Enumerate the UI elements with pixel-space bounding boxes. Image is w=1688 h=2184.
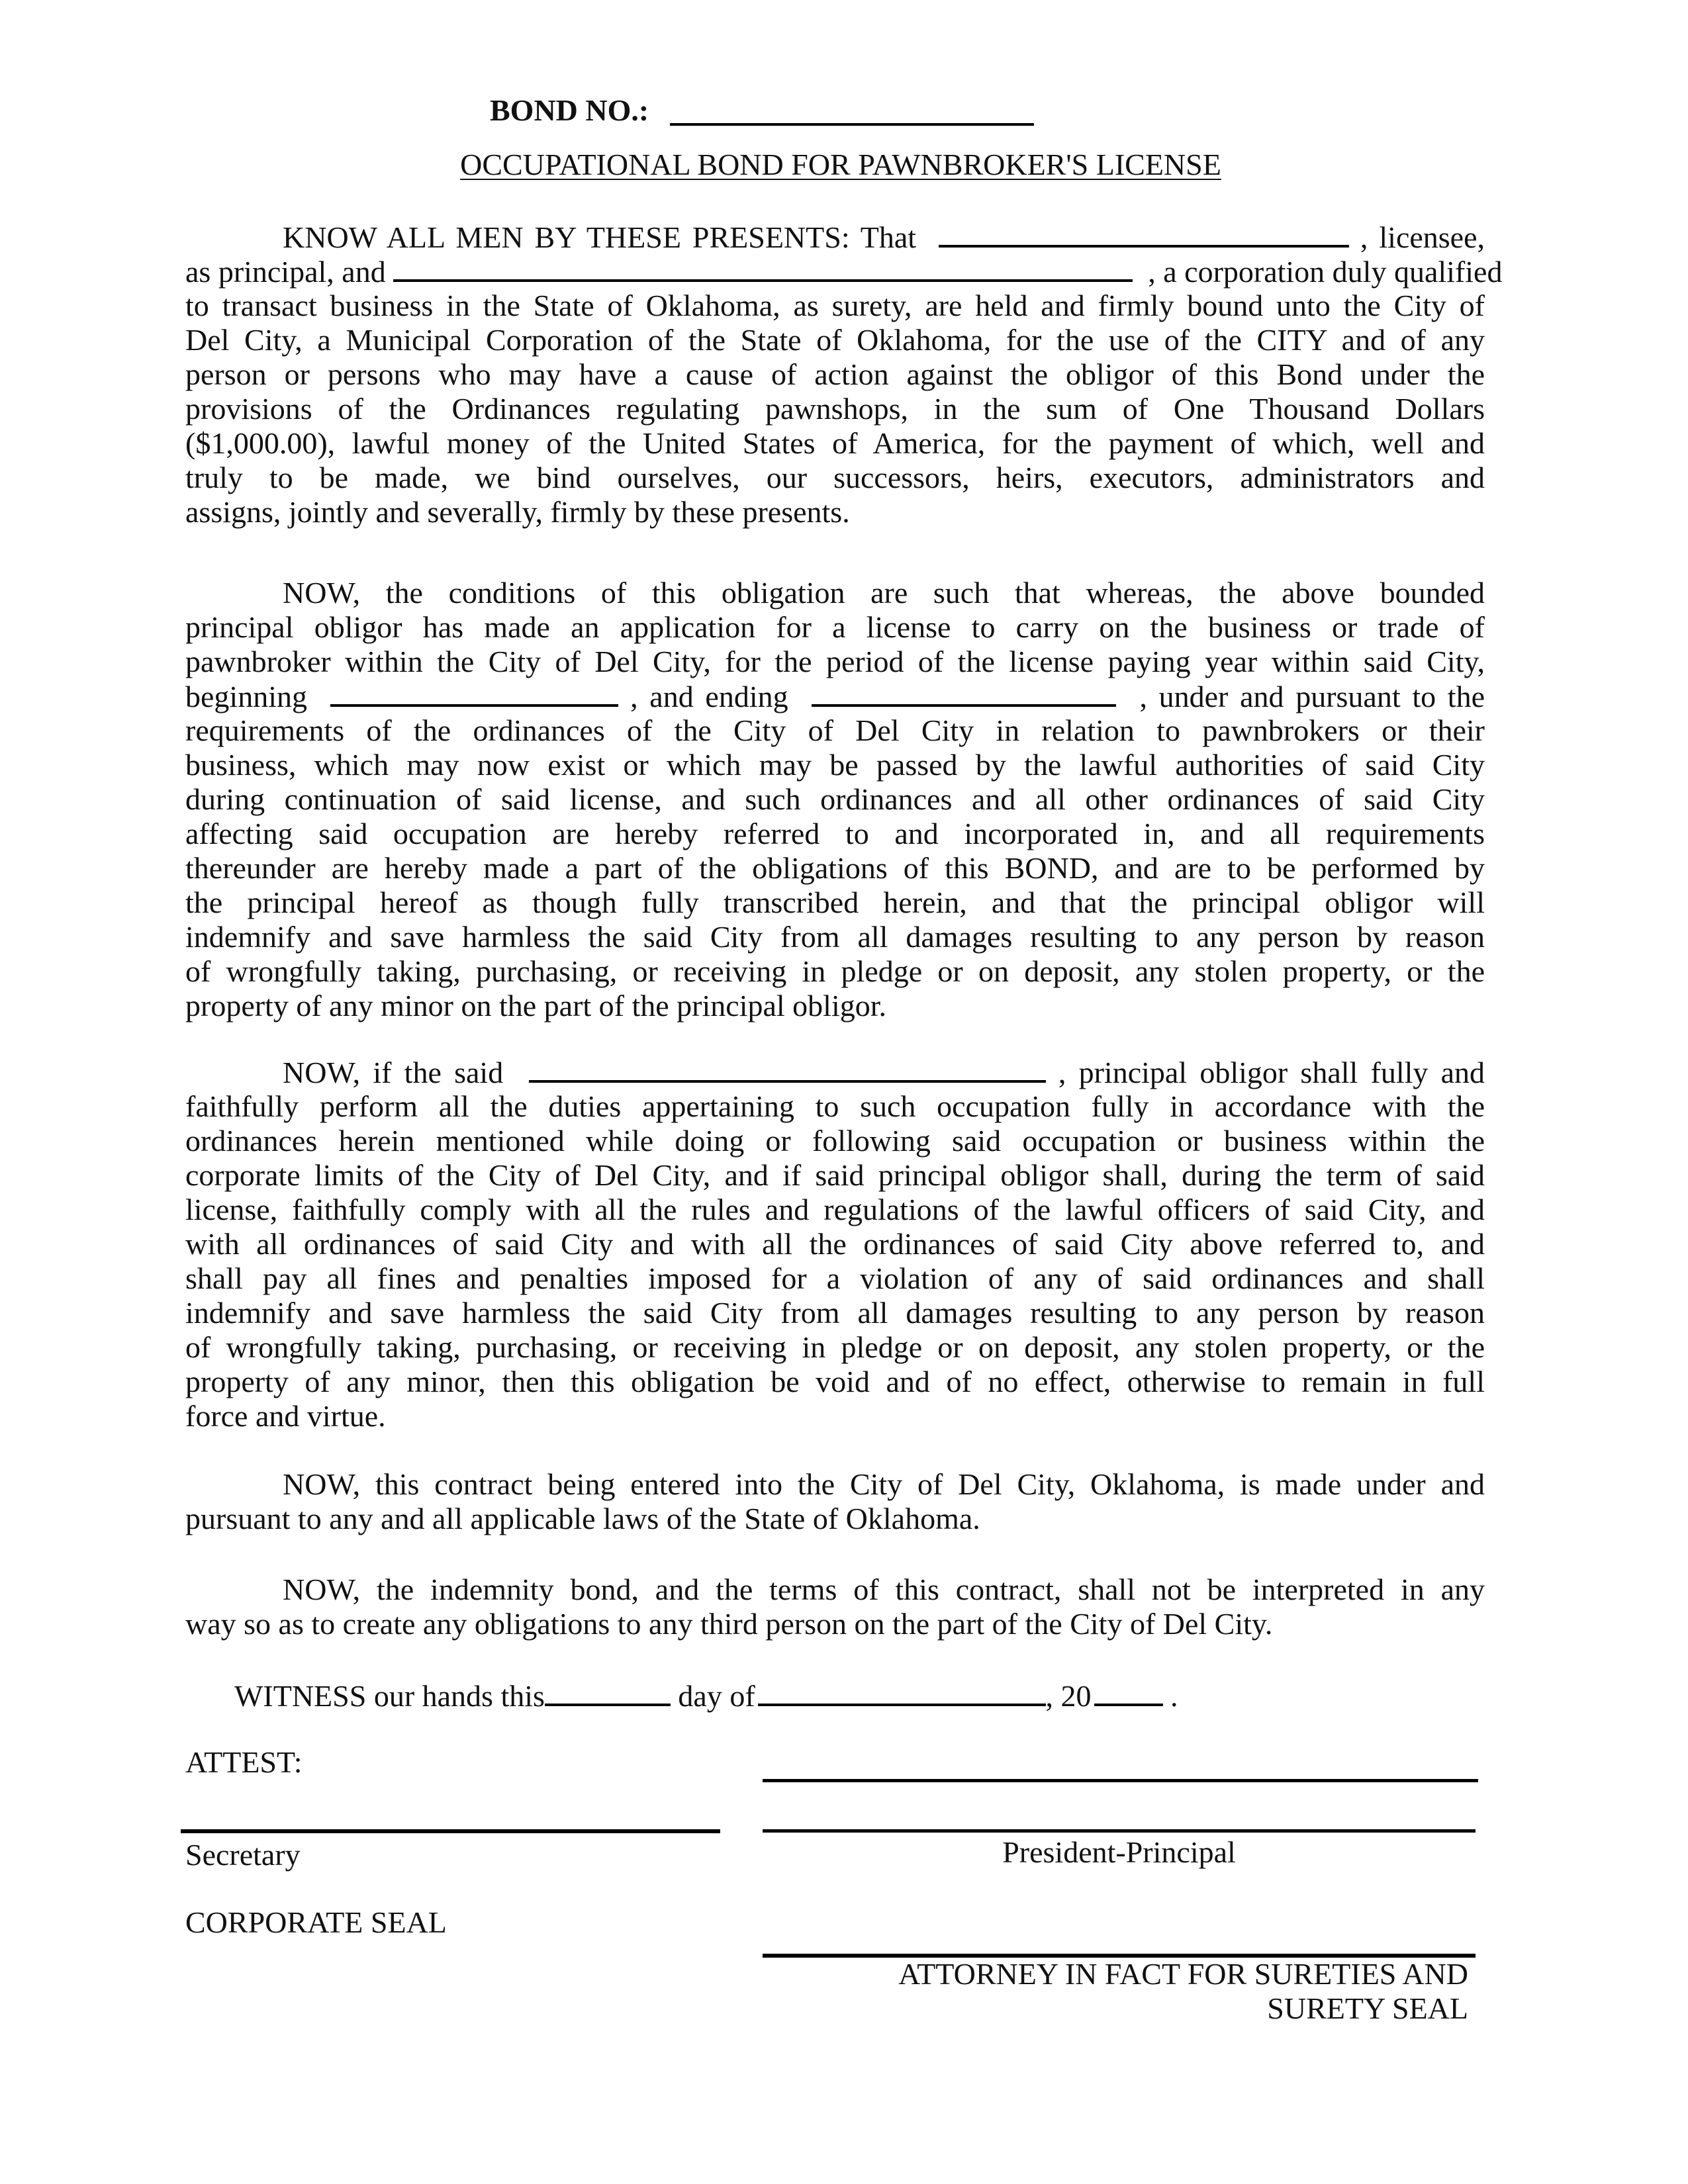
text-segment: property of any minor on the part of the principal obligor. (185, 989, 887, 1023)
text-segment: thereunder are hereby made a part of the obligations of this BOND, and are to be performed by (185, 851, 1485, 885)
paragraph-2-line (283, 576, 1485, 610)
licensee-field[interactable] (939, 220, 1349, 248)
paragraph-3-line (283, 1055, 1485, 1089)
document-title: OCCUPATIONAL BOND FOR PAWNBROKER'S LICENSE (460, 148, 1221, 181)
paragraph-1-line (185, 392, 1485, 426)
text-segment: person or persons who may have a cause of action against the obligor of this Bond under the (185, 357, 1485, 391)
day-of-label: day of (678, 1679, 755, 1713)
paragraph-2-line (185, 645, 1485, 679)
text-segment: assigns, jointly and severally, firmly by these presents. (185, 495, 850, 529)
text-segment: NOW, the indemnity bond, and the terms of this contract, shall not be interpreted in any (283, 1572, 1485, 1606)
paragraph-2-line (185, 713, 1485, 748)
text-segment: , and ending (630, 680, 800, 713)
attorney-label-line1: ATTORNEY IN FACT FOR SURETIES AND (898, 1957, 1468, 1991)
paragraph-1-line (185, 461, 1485, 495)
paragraph-2-line (185, 679, 1485, 713)
signature-line-secretary[interactable] (181, 1829, 720, 1833)
secretary-label: Secretary (185, 1838, 301, 1872)
said-field[interactable] (529, 1055, 1046, 1083)
paragraph-3-line (185, 1193, 1485, 1227)
text-segment: as principal, and (185, 255, 386, 289)
text-segment: NOW, this contract being entered into the City of Del City, Oklahoma, is made under and (283, 1467, 1485, 1501)
text-segment: KNOW ALL MEN BY THESE PRESENTS: That (283, 220, 927, 254)
text-segment: principal obligor has made an application for a license to carry on the business or trade of (185, 610, 1485, 644)
paragraph-3-line (185, 1124, 1485, 1158)
witness-label: WITNESS our hands this (234, 1679, 545, 1713)
paragraph-3-line (185, 1089, 1485, 1124)
text-segment: provisions of the Ordinances regulating pawnshops, in the sum of One Thousand Dollars (185, 392, 1485, 426)
text-segment: corporate limits of the City of Del City, and if said principal obligor shall, during the term of said (185, 1158, 1485, 1192)
paragraph-2-line (185, 954, 1485, 989)
text-segment: NOW, the conditions of this obligation are such that whereas, the above bounded (283, 576, 1485, 610)
corporate-seal-label: CORPORATE SEAL (185, 1905, 447, 1939)
text-segment: pawnbroker within the City of Del City, for the period of the license paying year within said City, (185, 645, 1485, 678)
surety-field[interactable] (393, 254, 1133, 282)
text-segment: way so as to create any obligations to any third person on the part of the City of Del City. (185, 1607, 1273, 1641)
paragraph-1-line (185, 495, 1485, 529)
paragraph-2-line (185, 851, 1485, 886)
text-segment: faithfully perform all the duties appertaining to such occupation fully in accordance with the (185, 1089, 1485, 1123)
text-segment: of wrongfully taking, purchasing, or receiving in pledge or on deposit, any stolen property, or the (185, 1330, 1485, 1364)
text-segment: ($1,000.00), lawful money of the United States of America, for the payment of which, well and (185, 426, 1485, 460)
paragraph-2-line (185, 817, 1485, 851)
text-segment: , licensee, (1360, 220, 1485, 254)
paragraph-2-line (185, 920, 1485, 954)
text-segment: indemnify and save harmless the said City from all damages resulting to any person by reason (185, 920, 1485, 954)
witness-line (234, 1678, 1178, 1713)
paragraph-3-line (185, 1365, 1485, 1399)
text-segment: the principal hereof as though fully transcribed herein, and that the principal obligor will (185, 886, 1485, 919)
paragraph-1-line (185, 254, 1503, 289)
text-segment: beginning (185, 680, 319, 713)
paragraph-3-line (185, 1330, 1485, 1365)
text-segment: NOW, if the said (283, 1056, 516, 1089)
bond-number-label: BOND NO.: (490, 93, 649, 127)
attest-label: ATTEST: (185, 1745, 303, 1779)
text-segment: to transact business in the State of Oklahoma, as surety, are held and firmly bound unto the City of (185, 289, 1485, 322)
text-segment: , a corporation duly qualified (1140, 255, 1503, 289)
text-segment: with all ordinances of said City and with all the ordinances of said City above referred to, and (185, 1227, 1485, 1261)
text-segment: pursuant to any and all applicable laws of the State of Oklahoma. (185, 1502, 980, 1535)
text-segment: , under and pursuant to the (1127, 680, 1485, 713)
paragraph-4-line (283, 1467, 1485, 1502)
text-segment: affecting said occupation are hereby referred to and incorporated in, and all requirements (185, 817, 1485, 850)
begin-field[interactable] (330, 679, 618, 707)
paragraph-5-line (185, 1607, 1485, 1641)
text-segment: license, faithfully comply with all the rules and regulations of the lawful officers of said City, and (185, 1193, 1485, 1226)
paragraph-2-line (185, 989, 1485, 1023)
paragraph-2-line (185, 610, 1485, 645)
year-prefix: , 20 (1045, 1679, 1092, 1713)
text-segment: truly to be made, we bind ourselves, our successors, heirs, executors, administrators and (185, 461, 1485, 494)
paragraph-3-line (185, 1227, 1485, 1261)
witness-year-field[interactable] (1094, 1678, 1163, 1706)
text-segment: business, which may now exist or which may be passed by the lawful authorities of said City (185, 748, 1485, 782)
attorney-label-line2: SURETY SEAL (1267, 1991, 1468, 2025)
text-segment: during continuation of said license, and such ordinances and all other ordinances of said City (185, 782, 1485, 816)
paragraph-1-line (185, 323, 1485, 357)
paragraph-3-line (185, 1261, 1485, 1296)
text-segment: property of any minor, then this obligation be void and of no effect, otherwise to remain in full (185, 1365, 1485, 1398)
text-segment: , principal obligor shall fully and (1058, 1056, 1485, 1089)
text-segment: of wrongfully taking, purchasing, or receiving in pledge or on deposit, any stolen property, or the (185, 954, 1485, 988)
president-principal-label: President-Principal (1002, 1835, 1236, 1869)
paragraph-2-line (185, 886, 1485, 920)
paragraph-3-line (185, 1399, 1485, 1433)
text-segment: requirements of the ordinances of the City of Del City in relation to pawnbrokers or their (185, 713, 1485, 747)
paragraph-2-line (185, 748, 1485, 782)
witness-period: . (1170, 1679, 1178, 1713)
text-segment: force and virtue. (185, 1399, 386, 1433)
witness-month-field[interactable] (758, 1678, 1046, 1706)
paragraph-5-line (283, 1572, 1485, 1607)
paragraph-1-line (283, 220, 1485, 254)
text-segment: shall pay all fines and penalties imposed for a violation of any of said ordinances and shall (185, 1261, 1485, 1295)
text-segment: ordinances herein mentioned while doing or following said occupation or business within the (185, 1124, 1485, 1158)
text-segment: Del City, a Municipal Corporation of the State of Oklahoma, for the use of the CITY and of any (185, 323, 1485, 357)
signature-line-principal[interactable] (763, 1779, 1478, 1782)
paragraph-1-line (185, 426, 1485, 461)
witness-day-field[interactable] (545, 1678, 671, 1706)
end-field[interactable] (812, 679, 1116, 707)
paragraph-1-line (185, 357, 1485, 392)
signature-line-president[interactable] (763, 1829, 1476, 1833)
text-segment: indemnify and save harmless the said City from all damages resulting to any person by reason (185, 1296, 1485, 1330)
paragraph-2-line (185, 782, 1485, 817)
paragraph-4-line (185, 1502, 1485, 1536)
paragraph-3-line (185, 1296, 1485, 1330)
bond-number-field[interactable] (670, 123, 1034, 126)
paragraph-1-line (185, 289, 1485, 323)
paragraph-3-line (185, 1158, 1485, 1193)
